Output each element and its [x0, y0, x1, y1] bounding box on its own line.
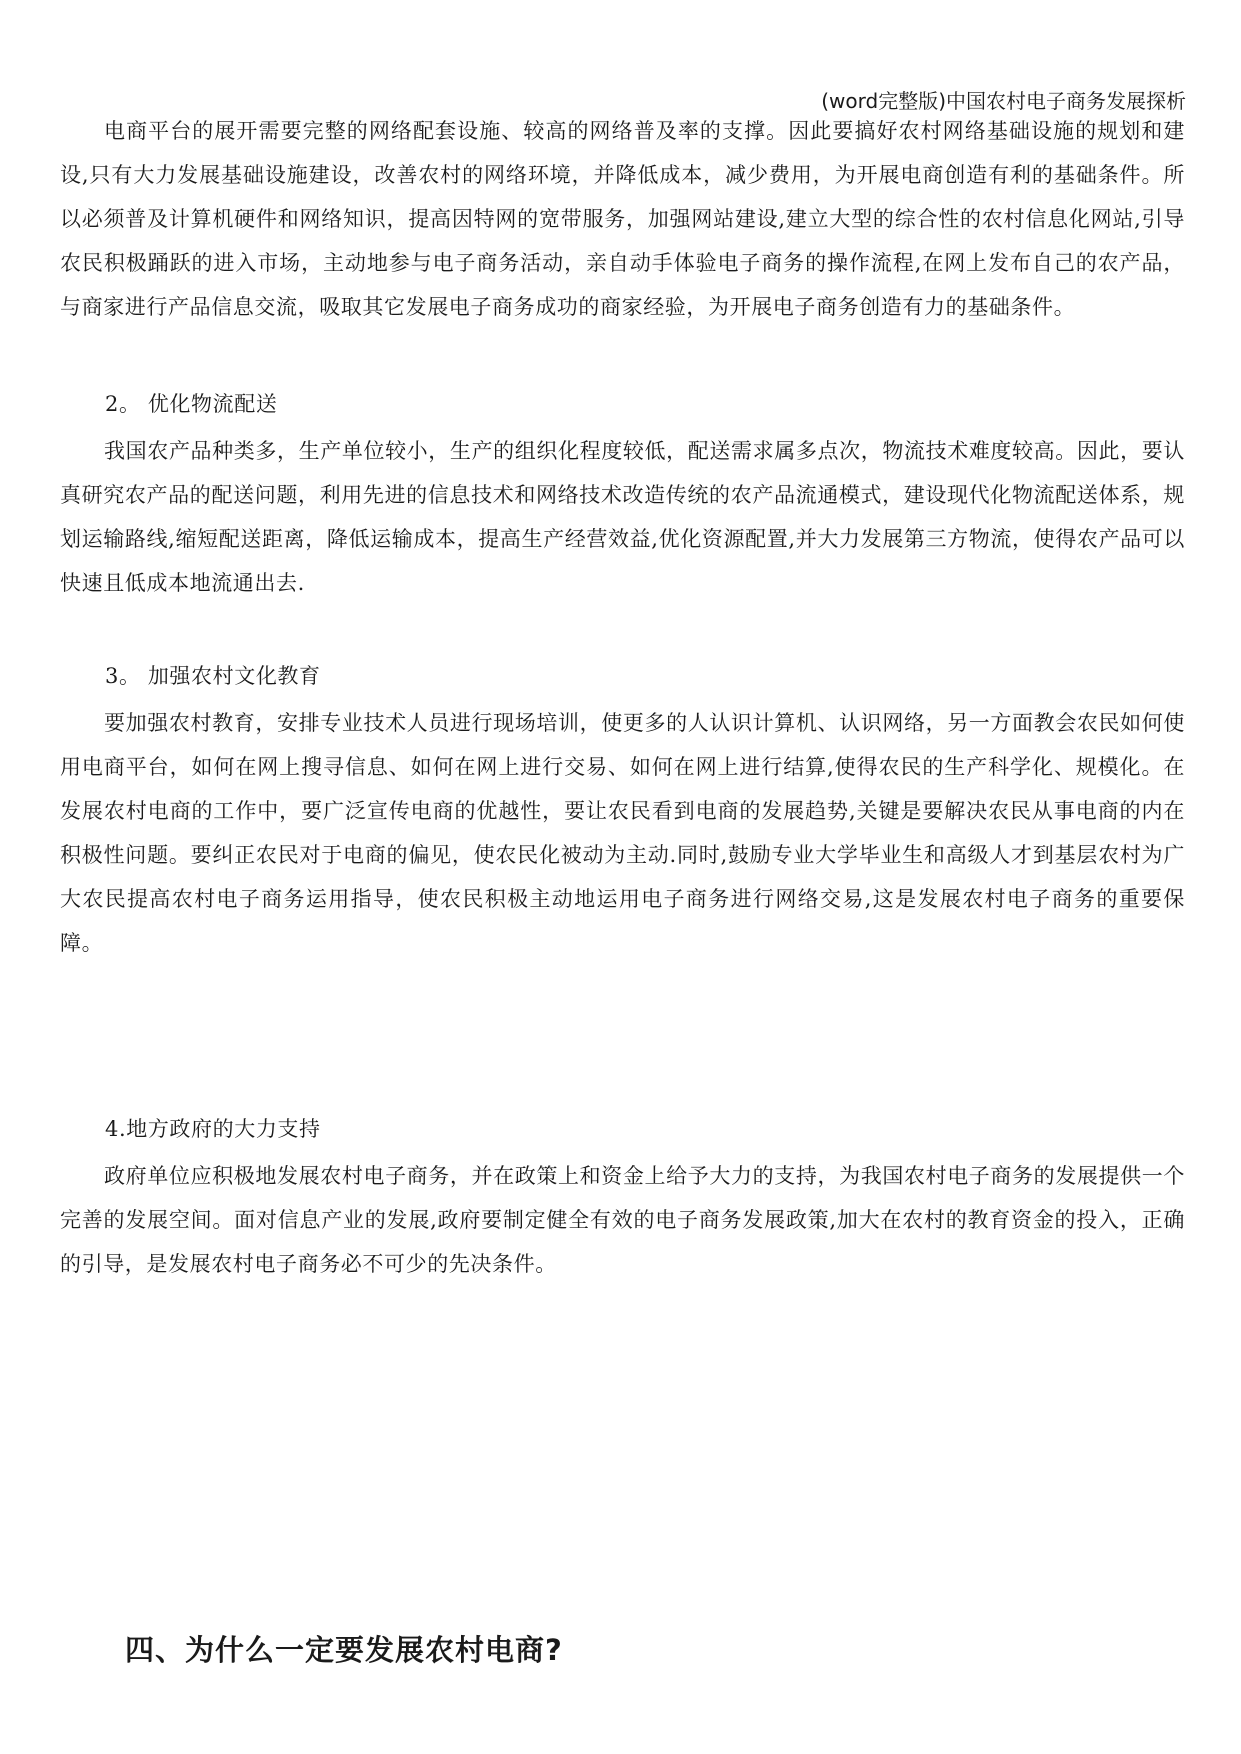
government-paragraph: 政府单位应积极地发展农村电子商务，并在政策上和资金上给予大力的支持，为我国农村电子商务的发展提供一个完善的发展空间。面对信息产业的发展,政府要制定健全有效的电子商务发展政策,加大在农村的教育资金的投入，正确的引导，是发展农村电子商务必不可少的先决条件。 [60, 1164, 1185, 1276]
logistics-section [60, 429, 1185, 605]
education-heading: 3。 加强农村文化教育 [105, 664, 321, 688]
logistics-paragraph: 我国农产品种类多，生产单位较小，生产的组织化程度较低，配送需求属多点次，物流技术难度较高。因此，要认真研究农产品的配送问题，利用先进的信息技术和网络技术改造传统的农产品流通模式，建设现代化物流配送体系，规划运输路线,缩短配送距离，降低运输成本，提高生产经营效益,优化资源配置,并大力发展第三方物流，使得农产品可以快速且低成本地流通出去. [60, 439, 1185, 595]
section-heading-four: 四、为什么一定要发展农村电商? [125, 1633, 563, 1667]
government-section [60, 1154, 1185, 1286]
government-heading: 4.地方政府的大力支持 [105, 1117, 321, 1141]
running-header: (word完整版)中国农村电子商务发展探析 [821, 89, 1186, 113]
intro-paragraph: 电商平台的展开需要完整的网络配套设施、较高的网络普及率的支撑。因此要搞好农村网络基础设施的规划和建设,只有大力发展基础设施建设，改善农村的网络环境，并降低成本，减少费用，为开展电商创造有利的基础条件。所以必须普及计算机硬件和网络知识，提高因特网的宽带服务，加强网站建设,建立大型的综合性的农村信息化网站,引导农民积极踊跃的进入市场，主动地参与电子商务活动，亲自动手体验电子商务的操作流程,在网上发布自己的农产品，与商家进行产品信息交流，吸取其它发展电子商务成功的商家经验，为开展电子商务创造有力的基础条件。 [60, 119, 1185, 319]
intro-section [60, 109, 1185, 329]
logistics-heading: 2。 优化物流配送 [105, 392, 278, 416]
education-paragraph: 要加强农村教育，安排专业技术人员进行现场培训，使更多的人认识计算机、认识网络，另一方面教会农民如何使用电商平台，如何在网上搜寻信息、如何在网上进行交易、如何在网上进行结算,使得农民的生产科学化、规模化。在发展农村电商的工作中，要广泛宣传电商的优越性，要让农民看到电商的发展趋势,关键是要解决农民从事电商的内在积极性问题。要纠正农民对于电商的偏见，使农民化被动为主动.同时,鼓励专业大学毕业生和高级人才到基层农村为广大农民提高农村电子商务运用指导，使农民积极主动地运用电子商务进行网络交易,这是发展农村电子商务的重要保障。 [60, 711, 1185, 955]
education-section [60, 701, 1185, 965]
